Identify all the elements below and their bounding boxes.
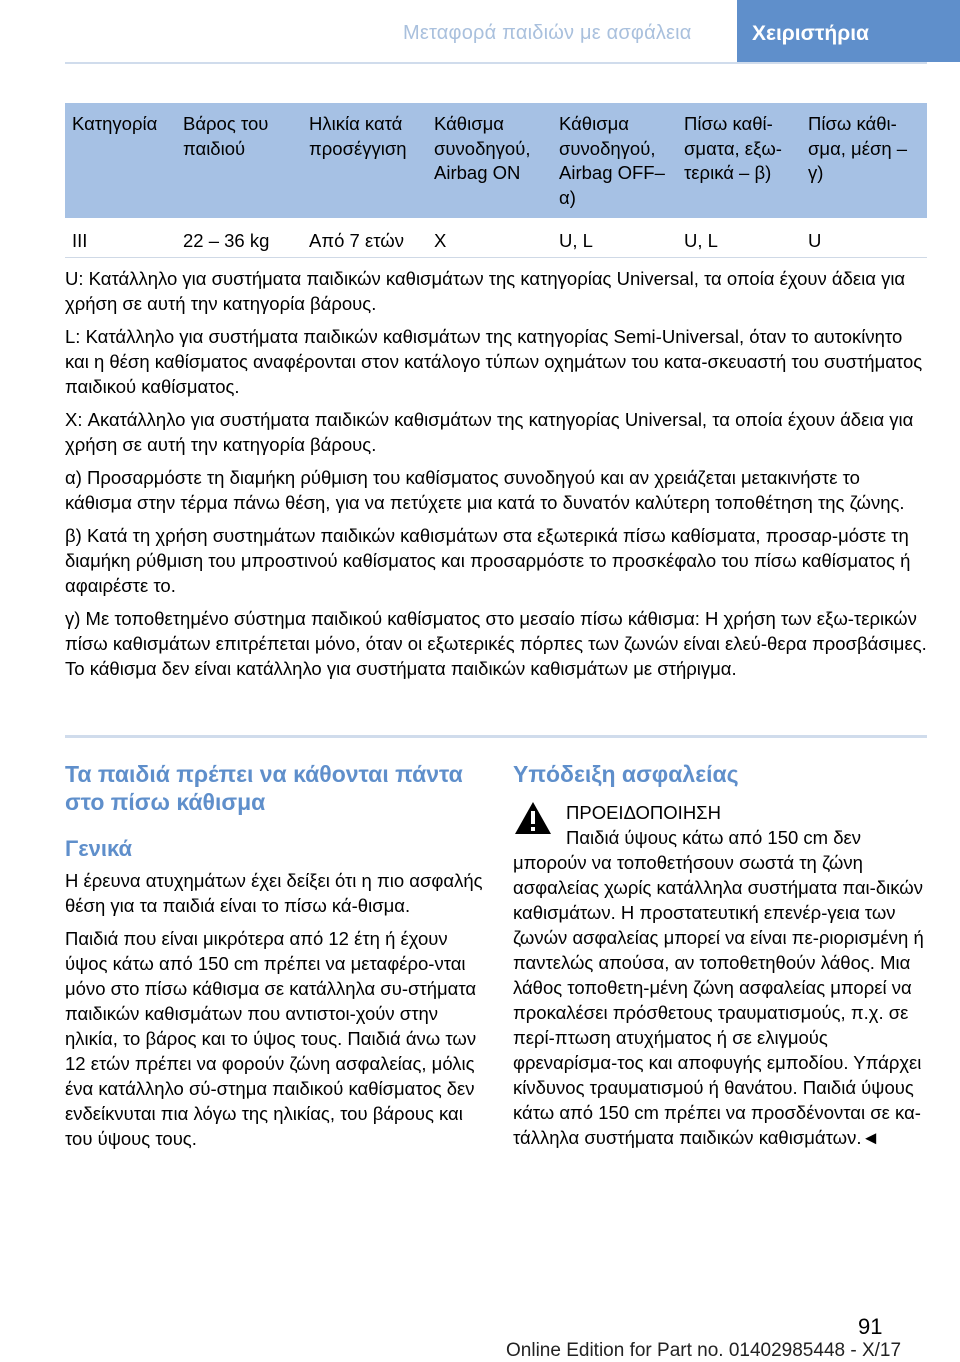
section-divider xyxy=(65,735,927,738)
note-gamma: γ) Με τοποθετημένο σύστημα παιδικού καθίσματος στο μεσαίο πίσω κάθισμα: Η χρήση των εξω-τερικών πίσω καθισμάτων επιτρέπεται μόνο, όταν οι εξωτερικές πόρπες των ζωνών είναι ελεύ-θερα προσβάσιμες. Το κάθισμα δεν είναι κατάλληλο για συστήματα παιδικών καθισμάτων με στήριγμα. xyxy=(65,608,927,679)
table-header-cell: Πίσω καθί-σματα, εξω-τερικά – β) xyxy=(684,113,782,183)
section-heading: Τα παιδιά πρέπει να κάθονται πάντα στο πίσω κάθισμα xyxy=(65,761,463,815)
table-cell: 22 – 36 kg xyxy=(183,230,270,251)
table-header-cell: Ηλικία κατά προσέγγιση xyxy=(309,113,407,159)
table-row-divider xyxy=(65,257,927,258)
header-rule xyxy=(65,62,927,64)
warning-block xyxy=(513,800,928,1150)
table-cell: U, L xyxy=(559,230,593,251)
chapter-tab: Χειριστήρια xyxy=(737,0,960,62)
page-number: 91 xyxy=(858,1314,883,1339)
table-notes xyxy=(65,266,930,689)
left-column xyxy=(65,760,485,1159)
body-paragraph: Η έρευνα ατυχημάτων έχει δείξει ότι η πιο ασφαλής θέση για τα παιδιά είναι το πίσω κά-θισμα. xyxy=(65,870,483,916)
table-header-cell: Βάρος του παιδιού xyxy=(183,113,269,159)
table-cell: U xyxy=(808,230,822,251)
page-header xyxy=(0,0,960,62)
table-header-cell: Κατηγορία xyxy=(72,113,158,134)
warning-text: Παιδιά ύψους κάτω από 150 cm δεν μπορούν να τοποθετήσουν σωστά τη ζώνη ασφαλείας χωρίς κατάλληλα συστήματα παι-δικών καθισμάτων. Η προστατευτική επενέρ-γεια των ζωνών ασφαλείας μπορεί να είναι πε-ριορισμένη ή παντελώς απούσα, αν τοποθετηθούν λάθος. Μια λάθος τοποθετη-μένη ζώνη ασφαλείας μπορεί να προκαλέσει πρόσθετους τραυματισμούς, π.χ. σε περί-πτωση ατυχήματος ή σε ελιγμούς φρεναρίσμα-τος και αποφυγής εμποδίου. Υπάρχει κίνδυνος τραυματισμού ή θανάτου. Παιδιά ύψους κάτω από 150 cm πρέπει να προσδένονται σε κα-τάλληλα συστήματα παιδικών καθισμάτων.◄ xyxy=(513,827,924,1148)
subsection-heading: Γενικά xyxy=(65,836,133,861)
table-cell: X xyxy=(434,230,447,251)
table-header-cell: Κάθισμα συνοδηγού, Airbag ON xyxy=(434,113,531,183)
table-header-cell: Πίσω κάθι-σμα, μέση – γ) xyxy=(808,113,908,183)
table-cell: III xyxy=(72,230,88,251)
section-title: Μεταφορά παιδιών με ασφάλεια xyxy=(403,22,692,44)
note-beta: β) Κατά τη χρήση συστημάτων παιδικών καθισμάτων στα εξωτερικά πίσω καθίσματα, προσαρ-μόστε τη διαμήκη ρύθμιση του μπροστινού καθίσματος και προσαρμόστε το προσκέφαλο του πίσω καθίσματος ή αφαιρέστε το. xyxy=(65,525,911,596)
note-x: X: Ακατάλληλο για συστήματα παιδικών καθισμάτων της κατηγορίας Universal, τα οποία έχουν άδεια για χρήση σε αυτή την κατηγορία βάρους. xyxy=(65,409,914,455)
note-alpha: α) Προσαρμόστε τη διαμήκη ρύθμιση του καθίσματος συνοδηγού και αν χρειάζεται μετακινήστε το κάθισμα στην τέρμα πάνω θέση, για να πετύχετε μια κατά το δυνατόν καλύτερη τοποθέτηση της ζώνης. xyxy=(65,467,905,513)
note-l: L: Κατάλληλο για συστήματα παιδικών καθισμάτων της κατηγορίας Semi-Universal, όταν το αυτοκίνητο και η θέση καθίσματος αναφέρονται στον κατάλογο τύπων οχημάτων του κατα-σκευαστή του συστήματος παιδικού καθίσματος. xyxy=(65,326,923,397)
note-u: U: Κατάλληλο για συστήματα παιδικών καθισμάτων της κατηγορίας Universal, τα οποία έχουν άδεια για χρήση σε αυτή την κατηγορία βάρους. xyxy=(65,268,906,314)
safety-heading: Υπόδειξη ασφαλείας xyxy=(513,761,739,787)
footer-edition: Online Edition for Part no. 01402985448 - X/17 xyxy=(506,1340,902,1361)
warning-label: ΠΡΟΕΙΔΟΠΟΙΗΣΗ xyxy=(566,802,721,823)
right-column xyxy=(513,760,928,1150)
table-cell: U, L xyxy=(684,230,718,251)
warning-triangle-icon xyxy=(513,800,553,836)
table-cell: Από 7 ετών xyxy=(309,230,404,251)
table-header-cell: Κάθισμα συνοδηγού, Airbag OFF– α) xyxy=(559,113,665,208)
body-paragraph: Παιδιά που είναι μικρότερα από 12 έτη ή έχουν ύψος κάτω από 150 cm πρέπει να μεταφέρο-νται μόνο στο πίσω κάθισμα σε κατάλληλα συ-στήματα παιδικών καθισμάτων που αντιστοι-χούν στην ηλικία, το βάρος και το ύψος τους. Παιδιά άνω των 12 ετών πρέπει να φορούν ζώνη ασφαλείας, μόλις ένα κατάλληλο σύ-στημα παιδικού καθίσματος δεν ενδείκνυται πια λόγω της ηλικίας, του βάρους και του ύψους τους. xyxy=(65,928,477,1149)
